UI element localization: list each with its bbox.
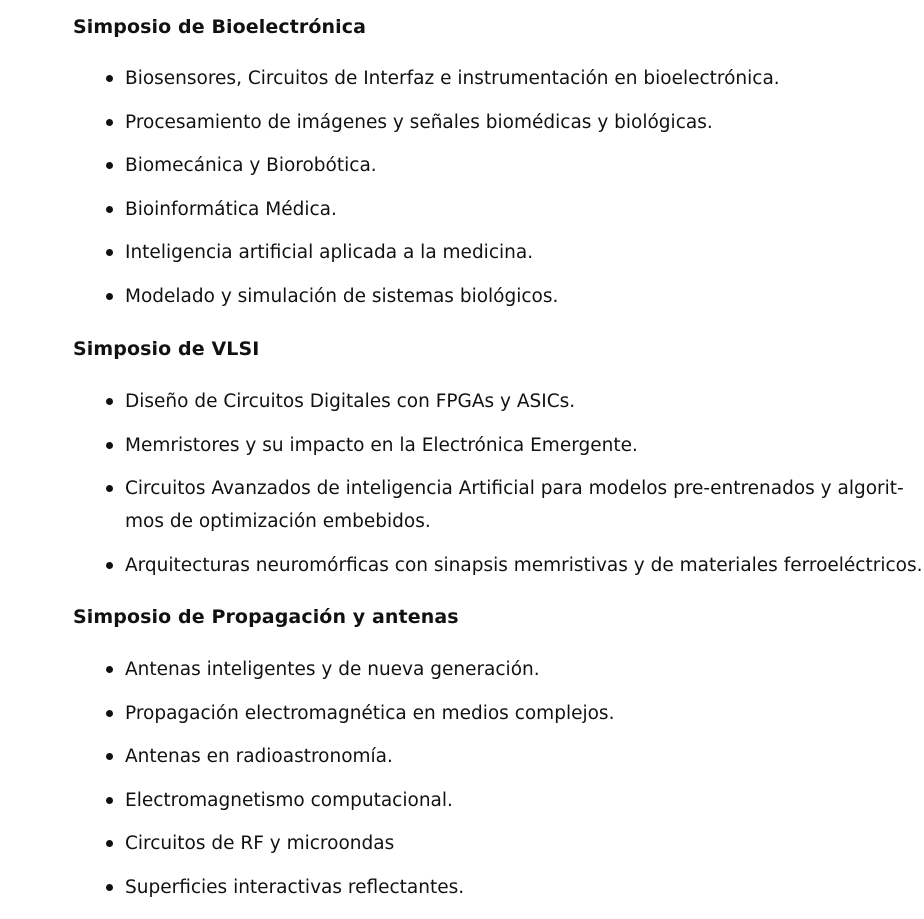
list-item-text: Diseño de Circuitos Digitales con FPGAs y ASICs. — [125, 391, 576, 412]
list-item-text: Memristores y su impacto en la Electrónica Emergente. — [125, 434, 638, 456]
bullet-icon — [106, 884, 113, 891]
list-item-text: Procesamiento de imágenes y señales biomédicas y biológicas. — [125, 111, 713, 133]
list-item-text: Circuitos Avanzados de inteligencia Artificial para modelos pre-entrenados y algorit-mos de optimización embebidos. — [125, 478, 904, 532]
bullet-icon — [106, 119, 113, 126]
bullet-icon — [106, 797, 113, 804]
list-item — [73, 106, 924, 139]
section-title-bioelectronica: Simposio de Bioelectrónica — [73, 16, 367, 38]
list-item — [73, 280, 924, 313]
bullet-icon — [106, 249, 113, 256]
bullet-icon — [106, 485, 113, 492]
bullet-icon — [106, 398, 113, 405]
section-title-vlsi: Simposio de VLSI — [73, 338, 260, 360]
list-item — [73, 549, 924, 582]
topic-list-propagacion — [73, 653, 924, 914]
list-item — [73, 236, 924, 269]
bullet-icon — [106, 666, 113, 673]
list-item-text: Propagación electromagnética en medios complejos. — [125, 702, 615, 724]
list-item-text: Antenas en radioastronomía. — [125, 746, 393, 767]
list-item — [73, 697, 924, 730]
bullet-icon — [106, 293, 113, 300]
bullet-icon — [106, 206, 113, 213]
list-item-text: Biosensores, Circuitos de Interfaz e instrumentación en bioelectrónica. — [125, 68, 780, 89]
topic-list-vlsi — [73, 385, 924, 592]
bullet-icon — [106, 75, 113, 82]
list-item — [73, 472, 915, 538]
bullet-icon — [106, 162, 113, 169]
list-item — [73, 62, 924, 95]
list-item — [73, 385, 924, 418]
list-item-text: Bioinformática Médica. — [125, 198, 337, 220]
bullet-icon — [106, 710, 113, 717]
bullet-icon — [106, 562, 113, 569]
bullet-icon — [106, 442, 113, 449]
section-title-propagacion: Simposio de Propagación y antenas — [73, 606, 459, 628]
list-item-text: Electromagnetismo computacional. — [125, 789, 453, 811]
list-item-text: Arquitecturas neuromórficas con sinapsis memristivas y de materiales ferroeléctricos. — [125, 554, 923, 576]
bullet-icon — [106, 840, 113, 847]
list-item-text: Inteligencia artificial aplicada a la medicina. — [125, 242, 534, 263]
list-item — [73, 871, 924, 904]
list-item-text: Biomecánica y Biorobótica. — [125, 155, 377, 176]
list-item — [73, 784, 924, 817]
list-item — [73, 740, 924, 773]
topic-list-bioelectronica — [73, 62, 924, 323]
list-item — [73, 827, 924, 860]
list-item-text: Circuitos de RF y microondas — [125, 833, 395, 854]
list-item — [73, 429, 924, 462]
bullet-icon — [106, 753, 113, 760]
list-item — [73, 149, 924, 182]
list-item-text: Modelado y simulación de sistemas biológicos. — [125, 285, 559, 307]
list-item — [73, 193, 924, 226]
list-item — [73, 653, 924, 686]
list-item-text: Superficies interactivas reflectantes. — [125, 876, 465, 898]
list-item-text: Antenas inteligentes y de nueva generación. — [125, 659, 540, 680]
